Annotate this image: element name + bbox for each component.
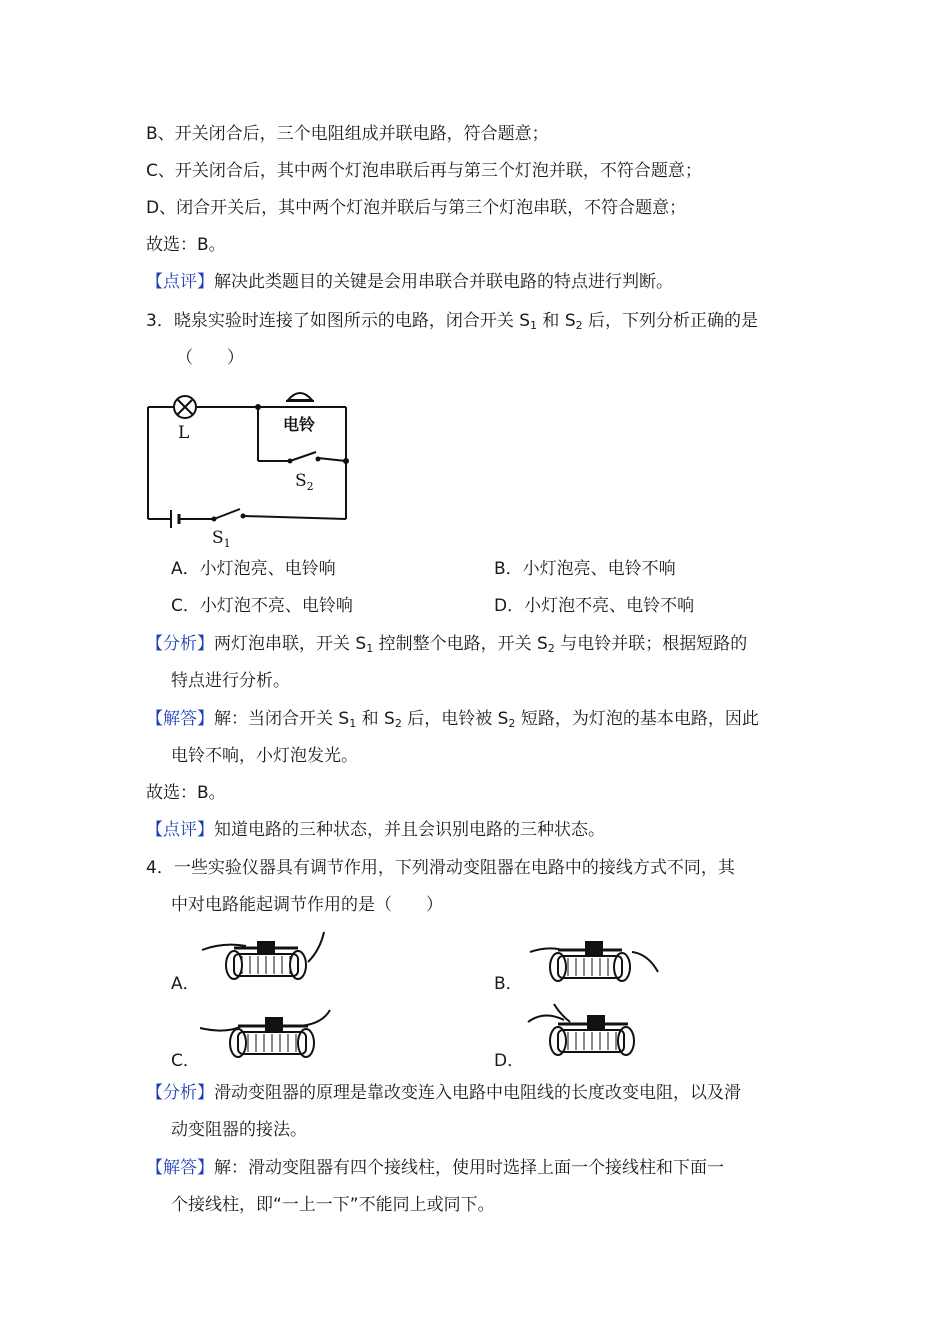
q4-solution (146, 1156, 724, 1180)
q3-stem-text: 后，下列分析正确的是 (582, 311, 759, 331)
rheostat-image-b (528, 932, 662, 994)
q3-stem-text: 和 S (537, 311, 576, 331)
s2-subscript: 2 (306, 480, 314, 493)
q4-analysis (146, 1081, 741, 1105)
q3-stem (146, 309, 758, 338)
q3-solution (146, 707, 759, 736)
analysis-tag: 【分析】 (146, 634, 214, 654)
battery-icon (171, 510, 179, 528)
solution-tag: 【解答】 (146, 1158, 214, 1178)
prev-option-b: B、开关闭合后，三个电阻组成并联电路，符合题意； (146, 124, 549, 144)
q4-stem (146, 856, 735, 880)
lamp-label: L (178, 423, 190, 443)
q3-option-c: C．小灯泡不亮、电铃响 (171, 596, 353, 616)
s1-letter: S (212, 528, 224, 548)
q3-option-a: A．小灯泡亮、电铃响 (171, 559, 336, 579)
subscript: 1 (530, 319, 538, 332)
analysis-text: 滑动变阻器的原理是靠改变连入电路中电阻线的长度改变电阻，以及滑 (214, 1083, 741, 1103)
rheostat-image-c (196, 1004, 336, 1070)
solution-text: 短路，为灯泡的基本电路，因此 (515, 709, 759, 729)
analysis-text: 与电铃并联；根据短路的 (554, 634, 748, 654)
q3-option-b: B．小灯泡亮、电铃不响 (494, 559, 676, 579)
solution-text: 后，电铃被 S (401, 709, 509, 729)
review-text: 解决此类题目的关键是会用串联合并联电路的特点进行判断。 (214, 272, 673, 292)
rheostat-image-d (524, 1000, 644, 1070)
review-tag: 【点评】 (146, 820, 214, 840)
junction-dot (255, 404, 261, 410)
circuit-diagram (140, 380, 360, 550)
subscript: 2 (575, 319, 583, 332)
solution-text: 解：滑动变阻器有四个接线柱，使用时选择上面一个接线柱和下面一 (214, 1158, 724, 1178)
subscript: 2 (394, 717, 402, 730)
analysis-text: 两灯泡串联，开关 S (214, 634, 367, 654)
q4-option-c: C． (171, 1051, 200, 1071)
solution-tag: 【解答】 (146, 709, 214, 729)
q3-option-d: D．小灯泡不亮、电铃不响 (494, 596, 695, 616)
q4-analysis-cont: 动变阻器的接法。 (171, 1120, 307, 1140)
solution-text: 和 S (356, 709, 395, 729)
switch-s1-icon (212, 509, 246, 522)
s2-label (295, 471, 314, 493)
prev-review (146, 270, 673, 294)
q4-number: 4． (146, 858, 174, 878)
subscript: 2 (508, 717, 516, 730)
lamp-icon (174, 396, 196, 418)
q3-stem-text: 晓泉实验时连接了如图所示的电路，闭合开关 S (173, 311, 531, 331)
solution-text: 解：当闭合开关 S (214, 709, 350, 729)
subscript: 1 (349, 717, 357, 730)
subscript: 1 (366, 642, 374, 655)
q3-analysis-cont: 特点进行分析。 (171, 671, 290, 691)
prev-option-d: D、闭合开关后，其中两个灯泡并联后与第三个灯泡串联，不符合题意； (146, 198, 687, 218)
analysis-tag: 【分析】 (146, 1083, 214, 1103)
switch-s2-icon (288, 452, 321, 464)
q3-review (146, 818, 605, 842)
q3-answer: 故选：B。 (146, 783, 226, 803)
rheostat-image-a (198, 928, 328, 994)
q4-option-b: B． (494, 974, 523, 994)
q4-stem-text: 一些实验仪器具有调节作用，下列滑动变阻器在电路中的接线方式不同，其 (173, 858, 735, 878)
s1-label (212, 528, 231, 550)
q3-solution-cont: 电铃不响，小灯泡发光。 (171, 746, 358, 766)
q4-stem-cont: 中对电路能起调节作用的是（ ） (171, 895, 443, 915)
subscript: 2 (547, 642, 555, 655)
review-tag: 【点评】 (146, 272, 214, 292)
q4-option-d: D． (494, 1051, 525, 1071)
prev-option-c: C、开关闭合后，其中两个灯泡串联后再与第三个灯泡并联，不符合题意； (146, 161, 702, 181)
review-text: 知道电路的三种状态，并且会识别电路的三种状态。 (214, 820, 605, 840)
q3-number: 3． (146, 311, 174, 331)
q4-option-a: A． (171, 974, 200, 994)
bell-icon (286, 393, 314, 401)
q3-blank: （ ） (176, 348, 244, 368)
s1-subscript: 1 (223, 537, 231, 550)
junction-dot (343, 458, 349, 464)
q3-analysis (146, 632, 747, 661)
s2-letter: S (295, 471, 307, 491)
prev-answer: 故选：B。 (146, 235, 226, 255)
q4-solution-cont: 个接线柱，即“一上一下”不能同上或同下。 (171, 1195, 495, 1215)
bell-label: 电铃 (283, 415, 316, 434)
analysis-text: 控制整个电路，开关 S (373, 634, 548, 654)
